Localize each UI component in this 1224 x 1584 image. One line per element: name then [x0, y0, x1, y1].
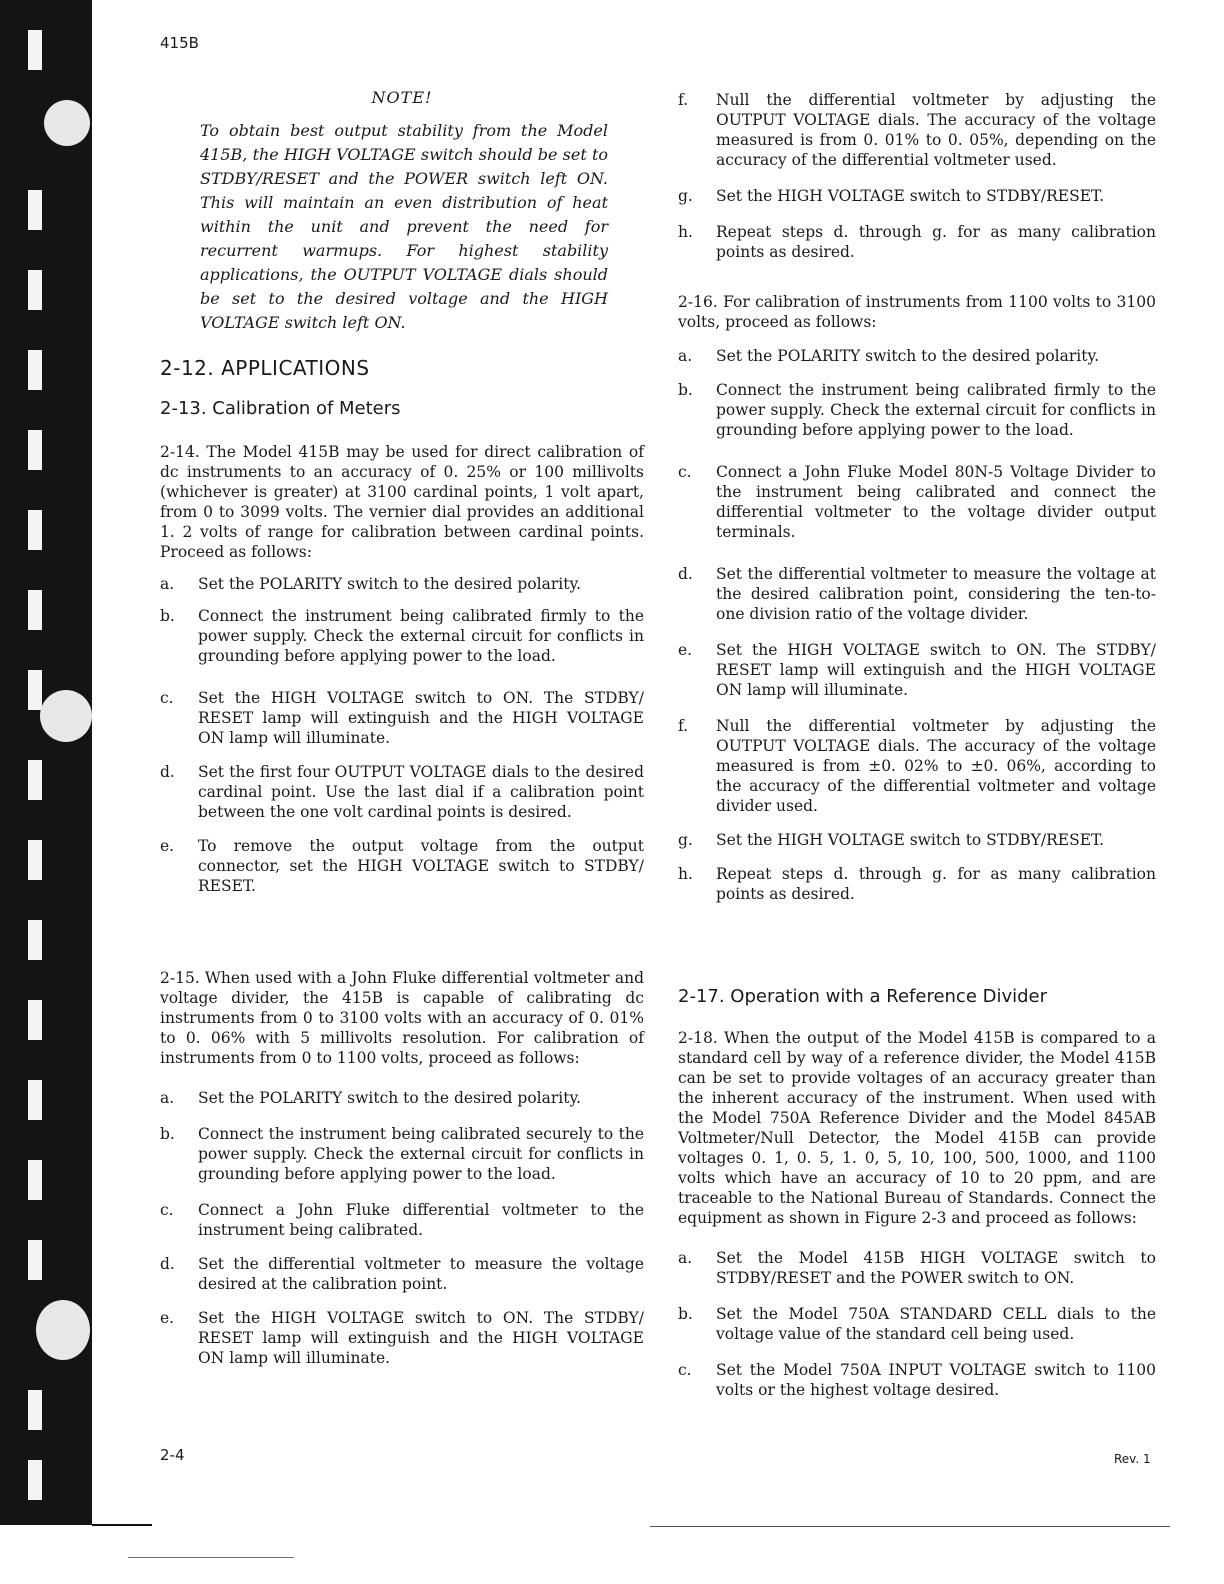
item-label: e.	[160, 837, 175, 855]
binding-hole	[28, 1390, 42, 1430]
item-text: Set the Model 750A STANDARD CELL dials to the voltage value of the standard cell being used.	[716, 1305, 1156, 1343]
paragraph-2-14	[160, 442, 644, 896]
binding-hole	[28, 1160, 42, 1200]
item-label: f.	[678, 717, 689, 735]
item-label: b.	[160, 607, 175, 625]
list-item	[160, 606, 644, 666]
list-item	[678, 346, 1156, 366]
item-label: a.	[678, 1249, 693, 1267]
paragraph-2-16	[678, 292, 1156, 904]
note-title: NOTE!	[371, 88, 433, 107]
item-label: b.	[678, 1305, 693, 1323]
item-label: b.	[678, 381, 693, 399]
list-item	[160, 1088, 644, 1108]
list-item	[678, 830, 1156, 850]
item-label: g.	[678, 831, 693, 849]
section-heading-2-17: 2-17. Operation with a Reference Divider	[678, 986, 1048, 1007]
paragraph-text: 2-18. When the output of the Model 415B is compared to a standard cell by way of a reference divider, the Model 415B can be set to provide voltages of an accuracy greater than the inherent accuracy of the instrument. When used with the Model 750A Reference Divider and the Model 845AB Voltmeter/Null Detector, the Model 415B can provide voltages 0. 1, 0. 5, 1. 0, 5, 10, 100, 500, 1000, and 1100 volts which have an accuracy of 10 to 20 ppm, and are traceable to the National Bureau of Standards. Connect the equipment as shown in Figure 2-3 and proceed as follows:	[678, 1029, 1156, 1227]
binding-hole	[28, 430, 42, 470]
binding-hole	[40, 690, 92, 742]
binding-hole	[28, 190, 42, 230]
item-text: Null the differential voltmeter by adjusting the OUTPUT VOLTAGE dials. The accuracy of the voltage measured is from ±0. 02% to ±0. 06%, according to the accuracy of the differential voltmeter and voltage divider used.	[716, 717, 1156, 815]
item-label: a.	[678, 347, 693, 365]
binding-hole	[28, 270, 42, 310]
item-text: Set the HIGH VOLTAGE switch to STDBY/RESET.	[716, 187, 1105, 205]
list-item	[678, 864, 1156, 904]
item-text: To remove the output voltage from the output connector, set the HIGH VOLTAGE switch to STDBY/ RESET.	[198, 837, 644, 895]
list-item	[678, 1248, 1156, 1288]
list-item	[678, 90, 1156, 170]
item-text: Set the differential voltmeter to measure the voltage desired at the calibration point.	[198, 1255, 644, 1293]
divider	[650, 1526, 1170, 1527]
item-text: Connect the instrument being calibrated securely to the power supply. Check the external circuit for conflicts in grounding before applying power to the load.	[198, 1125, 644, 1183]
section-heading-2-13: 2-13. Calibration of Meters	[160, 398, 401, 419]
binding-hole	[28, 1000, 42, 1040]
list-item	[678, 1304, 1156, 1344]
binding-hole	[28, 30, 42, 70]
item-text: Connect the instrument being calibrated firmly to the power supply. Check the external circuit for conflicts in grounding before applying power to the load.	[716, 381, 1156, 439]
list-item	[678, 222, 1156, 262]
list-item	[160, 1308, 644, 1368]
binding-hole	[28, 670, 42, 710]
list-item	[678, 462, 1156, 542]
item-text: Set the HIGH VOLTAGE switch to STDBY/RESET.	[716, 831, 1105, 849]
list-item	[160, 1200, 644, 1240]
item-label: d.	[678, 565, 693, 583]
binding-hole	[36, 1300, 90, 1360]
item-label: e.	[678, 641, 693, 659]
item-label: h.	[678, 865, 693, 883]
item-label: b.	[160, 1125, 175, 1143]
item-text: Set the HIGH VOLTAGE switch to ON. The STDBY/ RESET lamp will extinguish and the HIGH VOLTAGE ON lamp will illuminate.	[198, 689, 644, 747]
paragraph-2-15-continued	[678, 90, 1156, 262]
item-text: Set the HIGH VOLTAGE switch to ON. The STDBY/ RESET lamp will extinguish and the HIGH VOLTAGE ON lamp will illuminate.	[198, 1309, 644, 1367]
item-text: Null the differential voltmeter by adjusting the OUTPUT VOLTAGE dials. The accuracy of the voltage measured is from 0. 01% to 0. 05%, depending on the accuracy of the differential voltmeter used.	[716, 91, 1156, 169]
list-item	[160, 1124, 644, 1184]
item-text: Repeat steps d. through g. for as many calibration points as desired.	[716, 223, 1156, 261]
paragraph-text: 2-14. The Model 415B may be used for direct calibration of dc instruments to an accuracy of 0. 25% or 100 millivolts (whichever is greater) at 3100 cardinal points, 1 volt apart, from 0 to 3099 volts. The vernier dial provides an additional 1. 2 volts of range for calibration between cardinal points. Proceed as follows:	[160, 443, 644, 561]
binding-hole	[28, 590, 42, 630]
binding-hole	[28, 840, 42, 880]
list-item	[678, 186, 1156, 206]
revision-label: Rev. 1	[1114, 1452, 1151, 1466]
paragraph-2-18	[678, 1028, 1156, 1400]
list-item	[678, 716, 1156, 816]
list-item	[678, 640, 1156, 700]
item-label: a.	[160, 1089, 175, 1107]
divider	[128, 1557, 294, 1558]
item-text: Set the Model 750A INPUT VOLTAGE switch to 1100 volts or the highest voltage desired.	[716, 1361, 1156, 1399]
list-item	[160, 1254, 644, 1294]
binding-hole	[28, 920, 42, 960]
binding-hole	[44, 100, 90, 146]
binding-hole	[28, 1080, 42, 1120]
divider	[92, 1524, 152, 1526]
list-item	[160, 688, 644, 748]
binding-hole	[28, 1460, 42, 1500]
binding-hole	[28, 760, 42, 800]
item-label: a.	[160, 575, 175, 593]
item-label: e.	[160, 1309, 175, 1327]
item-text: Set the POLARITY switch to the desired polarity.	[716, 347, 1100, 365]
item-text: Set the POLARITY switch to the desired polarity.	[198, 575, 582, 593]
item-text: Set the POLARITY switch to the desired polarity.	[198, 1089, 582, 1107]
paragraph-2-15	[160, 968, 644, 1368]
item-label: c.	[160, 689, 174, 707]
item-text: Connect the instrument being calibrated firmly to the power supply. Check the external circuit for conflicts in grounding before applying power to the load.	[198, 607, 644, 665]
list-item	[678, 380, 1156, 440]
item-text: Set the HIGH VOLTAGE switch to ON. The STDBY/ RESET lamp will extinguish and the HIGH VOLTAGE ON lamp will illuminate.	[716, 641, 1156, 699]
note-box	[160, 88, 644, 335]
item-text: Set the first four OUTPUT VOLTAGE dials to the desired cardinal point. Use the last dial if a calibration point between the one volt cardinal points is desired.	[198, 763, 644, 821]
binding-hole	[28, 1240, 42, 1280]
item-label: c.	[678, 463, 692, 481]
page-number: 2-4	[160, 1446, 185, 1464]
model-code-header: 415B	[160, 34, 199, 52]
item-text: Repeat steps d. through g. for as many calibration points as desired.	[716, 865, 1156, 903]
item-label: c.	[678, 1361, 692, 1379]
binding-hole	[28, 350, 42, 390]
section-heading-2-12: 2-12. APPLICATIONS	[160, 356, 370, 380]
item-label: d.	[160, 763, 175, 781]
item-label: g.	[678, 187, 693, 205]
paragraph-text: 2-15. When used with a John Fluke differential voltmeter and voltage divider, the 415B is capable of calibrating dc instruments from 0 to 3100 volts with an accuracy of 0. 01% to 0. 06% with 5 millivolts resolution. For calibration of instruments from 0 to 1100 volts, proceed as follows:	[160, 969, 644, 1067]
item-text: Connect a John Fluke Model 80N-5 Voltage Divider to the instrument being calibrated and connect the differential voltmeter to the voltage divider output terminals.	[716, 463, 1156, 541]
item-label: h.	[678, 223, 693, 241]
item-label: f.	[678, 91, 689, 109]
item-label: c.	[160, 1201, 174, 1219]
list-item	[678, 1360, 1156, 1400]
list-item	[678, 564, 1156, 624]
item-text: Set the differential voltmeter to measure the voltage at the desired calibration point, considering the ten-to-one division ratio of the voltage divider.	[716, 565, 1156, 623]
binding-strip	[0, 0, 92, 1525]
list-item	[160, 762, 644, 822]
binding-hole	[28, 510, 42, 550]
item-text: Connect a John Fluke differential voltmeter to the instrument being calibrated.	[198, 1201, 644, 1239]
paragraph-text: 2-16. For calibration of instruments from 1100 volts to 3100 volts, proceed as follows:	[678, 293, 1156, 331]
item-label: d.	[160, 1255, 175, 1273]
item-text: Set the Model 415B HIGH VOLTAGE switch to STDBY/RESET and the POWER switch to ON.	[716, 1249, 1156, 1287]
list-item	[160, 574, 644, 594]
note-body: To obtain best output stability from the Model 415B, the HIGH VOLTAGE switch should be set to STDBY/RESET and the POWER switch left ON. This will maintain an even distribution of heat within the unit and prevent the need for recurrent warmups. For highest stability applications, the OUTPUT VOLTAGE dials should be set to the desired voltage and the HIGH VOLTAGE switch left ON.	[200, 121, 608, 332]
list-item	[160, 836, 644, 896]
